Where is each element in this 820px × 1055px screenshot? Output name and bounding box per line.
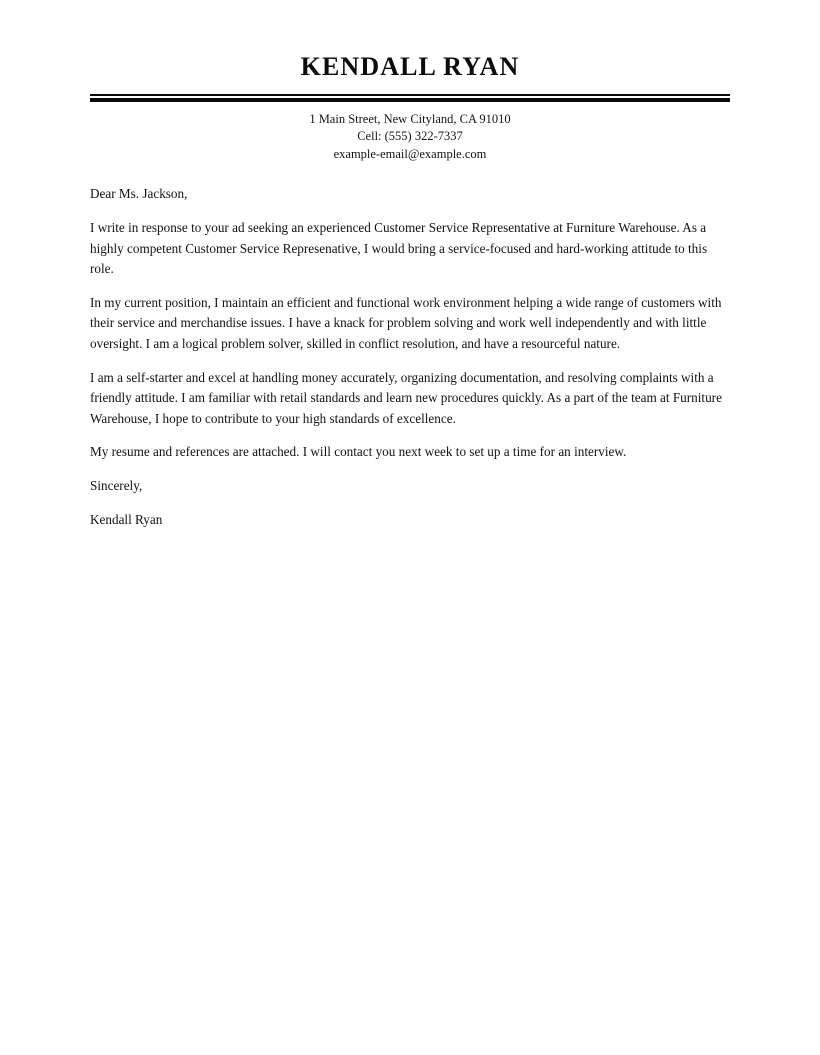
- closing-salutation: Sincerely,: [90, 477, 143, 493]
- body-paragraph-1: I write in response to your ad seeking an experienced Customer Service Representative at Furniture Warehouse. As a highly competent Customer Service Represenative, I would bring a service-focused and hard-working attitude to this role.: [90, 219, 708, 277]
- contact-email: example-email@example.com: [333, 146, 487, 161]
- letter-body: [90, 184, 730, 530]
- contact-address: 1 Main Street, New Cityland, CA 91010: [309, 111, 511, 126]
- body-paragraph-2: In my current position, I maintain an efficient and functional work environment helping a wide range of customers with their service and merchandise issues. I have a knack for problem solving and work well independently and with little oversight. I am a logical problem solver, skilled in conflict resolution, and have a resourceful nature.: [90, 294, 722, 351]
- divider-thick-line: [90, 98, 730, 102]
- letterhead: [90, 0, 730, 163]
- contact-block: [90, 111, 730, 164]
- body-paragraph-3: I am a self-starter and excel at handling money accurately, organizing documentation, and resolving complaints with a friendly attitude. I am familiar with retail standards and learn new procedures quickly. As a part of the team at Furniture Warehouse, I hope to contribute to your high standards of excellence.: [90, 369, 722, 426]
- header-divider-rule: [90, 94, 730, 102]
- signature-name: Kendall Ryan: [90, 511, 163, 527]
- letter-content: [90, 0, 730, 543]
- contact-phone: Cell: (555) 322-7337: [357, 129, 463, 144]
- applicant-name: KENDALL RYAN: [300, 52, 520, 81]
- salutation: Dear Ms. Jackson,: [90, 186, 188, 202]
- body-paragraph-4: My resume and references are attached. I will contact you next week to set up a time for an interview.: [90, 444, 627, 460]
